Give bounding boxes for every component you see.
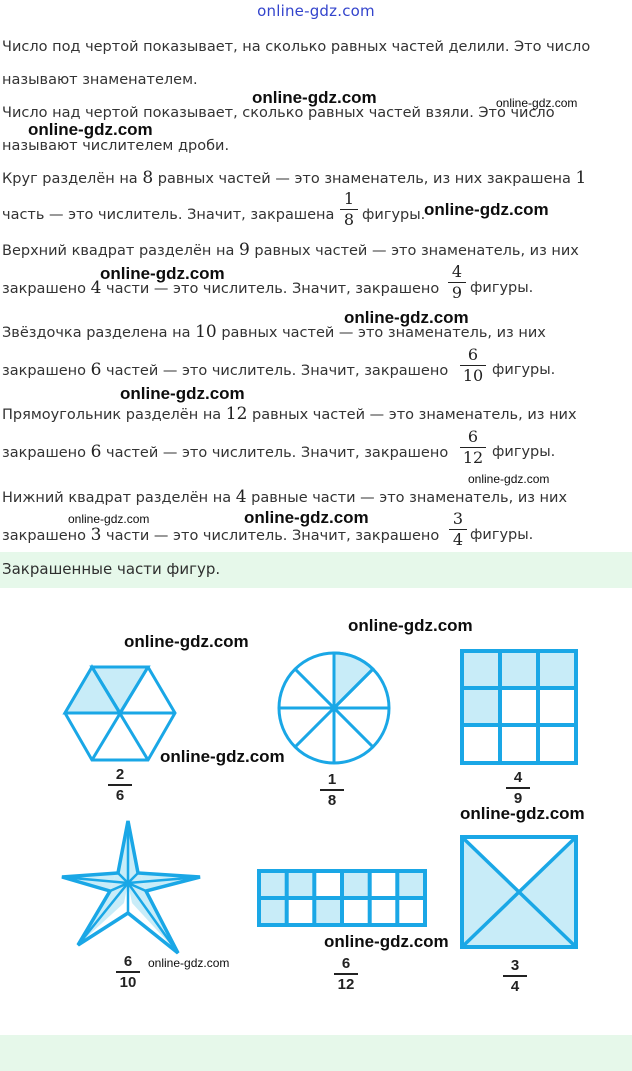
text-line: фигуры. [362, 207, 426, 223]
watermark: online-gdz.com [468, 472, 550, 486]
text-line: Прямоугольник разделён на 12 равных частей — это знаменатель, из них [2, 404, 577, 424]
hexagon-fraction: 2 6 [108, 766, 132, 804]
text-line: Звёздочка разделена на 10 равных частей — это знаменатель, из них [2, 322, 546, 342]
fraction: 4 9 [448, 263, 466, 302]
watermark: online-gdz.com [244, 508, 369, 527]
rect12-figure [256, 868, 428, 928]
square4-fraction: 3 4 [503, 957, 527, 995]
fraction: 6 10 [460, 346, 486, 385]
text-line: закрашено 6 частей — это числитель. Значит, закрашено [2, 442, 449, 462]
watermark: online-gdz.com [68, 512, 150, 526]
watermark: online-gdz.com [344, 308, 469, 327]
watermark: online-gdz.com [324, 932, 449, 951]
watermark: online-gdz.com [424, 200, 549, 219]
section-banner [0, 552, 632, 588]
text-line: фигуры. [470, 280, 534, 296]
text-line: Число над чертой показывает, сколько равных частей взяли. Это число [2, 105, 555, 121]
fraction: 3 4 [449, 510, 467, 549]
watermark: online-gdz.com [496, 96, 578, 110]
square9-figure [459, 648, 579, 766]
watermark: online-gdz.com [100, 264, 225, 283]
square4-figure [459, 834, 579, 950]
watermark: online-gdz.com [28, 120, 153, 139]
text-line: закрашено 6 частей — это числитель. Значит, закрашено [2, 360, 449, 380]
watermark: online-gdz.com [252, 88, 377, 107]
footer-banner [0, 1035, 632, 1071]
fraction: 1 8 [340, 190, 358, 229]
fraction: 6 12 [460, 428, 486, 467]
circle-figure [274, 648, 394, 768]
text-line: Число под чертой показывает, на сколько равных частей делили. Это число [2, 39, 591, 55]
square9-fraction: 4 9 [506, 769, 530, 807]
text-line: закрашено 4 части — это числитель. Значит, закрашено [2, 278, 440, 298]
watermark: online-gdz.com [124, 632, 249, 651]
text-line: Нижний квадрат разделён на 4 равные части — это знаменатель, из них [2, 487, 568, 507]
text-line: Верхний квадрат разделён на 9 равных частей — это знаменатель, из них [2, 240, 579, 260]
star-figure [58, 815, 208, 955]
star-fraction: 6 10 [116, 953, 140, 991]
rect12-fraction: 6 12 [334, 955, 358, 993]
watermark: online-gdz.com [348, 616, 473, 635]
watermark: online-gdz.com [160, 747, 285, 766]
text-line: закрашено 3 части — это числитель. Значит, закрашено [2, 525, 440, 545]
text-line: называют числителем дроби. [2, 138, 230, 154]
text-line: фигуры. [470, 527, 534, 543]
text-line: Круг разделён на 8 равных частей — это знаменатель, из них закрашена 1 [2, 168, 587, 188]
site-header[interactable]: online-gdz.com [257, 2, 375, 20]
text-line: фигуры. [492, 362, 556, 378]
watermark: online-gdz.com [120, 384, 245, 403]
circle-fraction: 1 8 [320, 771, 344, 809]
text-line: называют знаменателем. [2, 72, 198, 88]
text-line: часть — это числитель. Значит, закрашена [2, 207, 335, 223]
banner-text: Закрашенные части фигур. [2, 560, 221, 578]
watermark: online-gdz.com [148, 956, 230, 970]
watermark: online-gdz.com [460, 804, 585, 823]
text-line: фигуры. [492, 444, 556, 460]
